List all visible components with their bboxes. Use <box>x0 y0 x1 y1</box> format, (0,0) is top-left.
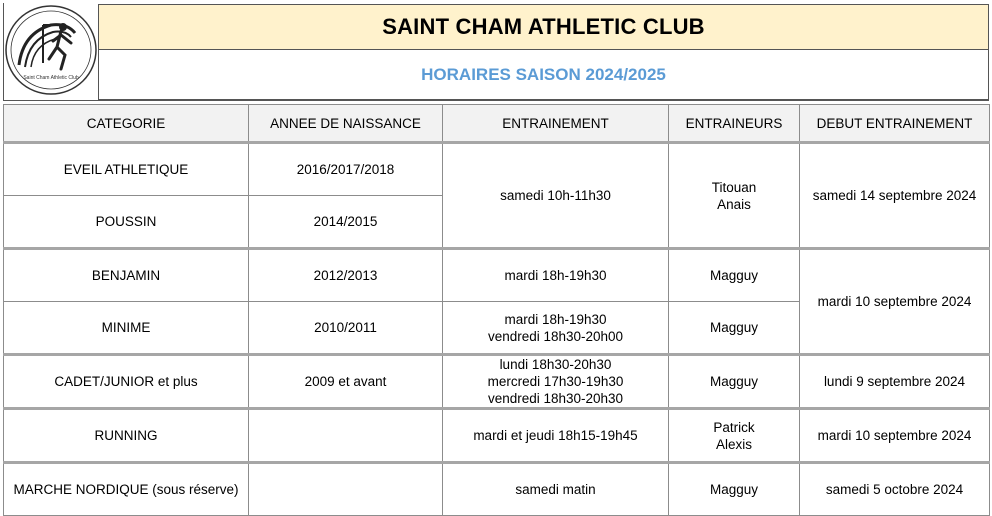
training-cell: samedi 10h-11h30 <box>443 143 669 249</box>
category-cell: POUSSIN <box>4 196 249 249</box>
coaches-cell: Magguy <box>669 355 800 409</box>
club-title: SAINT CHAM ATHLETIC CLUB <box>382 14 705 39</box>
coaches-cell: Magguy <box>669 463 800 516</box>
start-date-cell: samedi 14 septembre 2024 <box>800 143 990 249</box>
header-entrainement: ENTRAINEMENT <box>443 105 669 143</box>
title-bar <box>98 4 989 50</box>
training-cell <box>443 302 669 355</box>
start-date-cell: lundi 9 septembre 2024 <box>800 355 990 409</box>
start-date-cell: mardi 10 septembre 2024 <box>800 249 990 355</box>
training-slot: mardi 18h-19h30 <box>504 311 607 327</box>
birth-years-cell <box>249 409 443 463</box>
table-row <box>4 143 990 196</box>
birth-years-cell: 2012/2013 <box>249 249 443 302</box>
category-cell: RUNNING <box>4 409 249 463</box>
header-debut: DEBUT ENTRAINEMENT <box>800 105 990 143</box>
logo-text: Saint Cham Athletic Club <box>23 75 79 81</box>
training-slot: vendredi 18h30-20h30 <box>487 391 624 406</box>
table-header-row <box>4 105 990 143</box>
table-row <box>4 355 990 409</box>
coach-name: Titouan <box>711 179 757 195</box>
coach-name: Patrick <box>713 419 755 435</box>
schedule-table <box>3 104 990 516</box>
birth-years-cell <box>249 463 443 516</box>
club-logo <box>3 3 99 97</box>
table-row <box>4 409 990 463</box>
category-cell: CADET/JUNIOR et plus <box>4 355 249 409</box>
coaches-cell <box>669 409 800 463</box>
training-slot: mercredi 17h30-19h30 <box>487 374 624 389</box>
birth-years-cell: 2014/2015 <box>249 196 443 249</box>
category-cell: EVEIL ATHLETIQUE <box>4 143 249 196</box>
category-cell: MARCHE NORDIQUE (sous réserve) <box>4 463 249 516</box>
coaches-cell <box>669 143 800 249</box>
coach-name: Anais <box>717 196 751 212</box>
coach-name: Alexis <box>715 436 752 452</box>
subtitle-bar <box>98 50 989 100</box>
start-date-cell: samedi 5 octobre 2024 <box>800 463 990 516</box>
coaches-cell: Magguy <box>669 302 800 355</box>
table-row <box>4 463 990 516</box>
coaches-cell: Magguy <box>669 249 800 302</box>
start-date-cell: mardi 10 septembre 2024 <box>800 409 990 463</box>
season-subtitle: HORAIRES SAISON 2024/2025 <box>421 64 666 84</box>
table-row <box>4 249 990 302</box>
training-cell <box>443 355 669 409</box>
birth-years-cell: 2016/2017/2018 <box>249 143 443 196</box>
frame-bottom-line <box>3 100 989 101</box>
training-slot: lundi 18h30-20h30 <box>499 357 612 372</box>
birth-years-cell: 2009 et avant <box>249 355 443 409</box>
training-cell: mardi et jeudi 18h15-19h45 <box>443 409 669 463</box>
header-entraineurs: ENTRAINEURS <box>669 105 800 143</box>
training-cell: mardi 18h-19h30 <box>443 249 669 302</box>
category-cell: BENJAMIN <box>4 249 249 302</box>
header-categorie: CATEGORIE <box>4 105 249 143</box>
frame-left-line <box>3 3 4 101</box>
training-cell: samedi matin <box>443 463 669 516</box>
training-slot: vendredi 18h30-20h00 <box>487 328 624 344</box>
birth-years-cell: 2010/2011 <box>249 302 443 355</box>
category-cell: MINIME <box>4 302 249 355</box>
header-annee: ANNEE DE NAISSANCE <box>249 105 443 143</box>
